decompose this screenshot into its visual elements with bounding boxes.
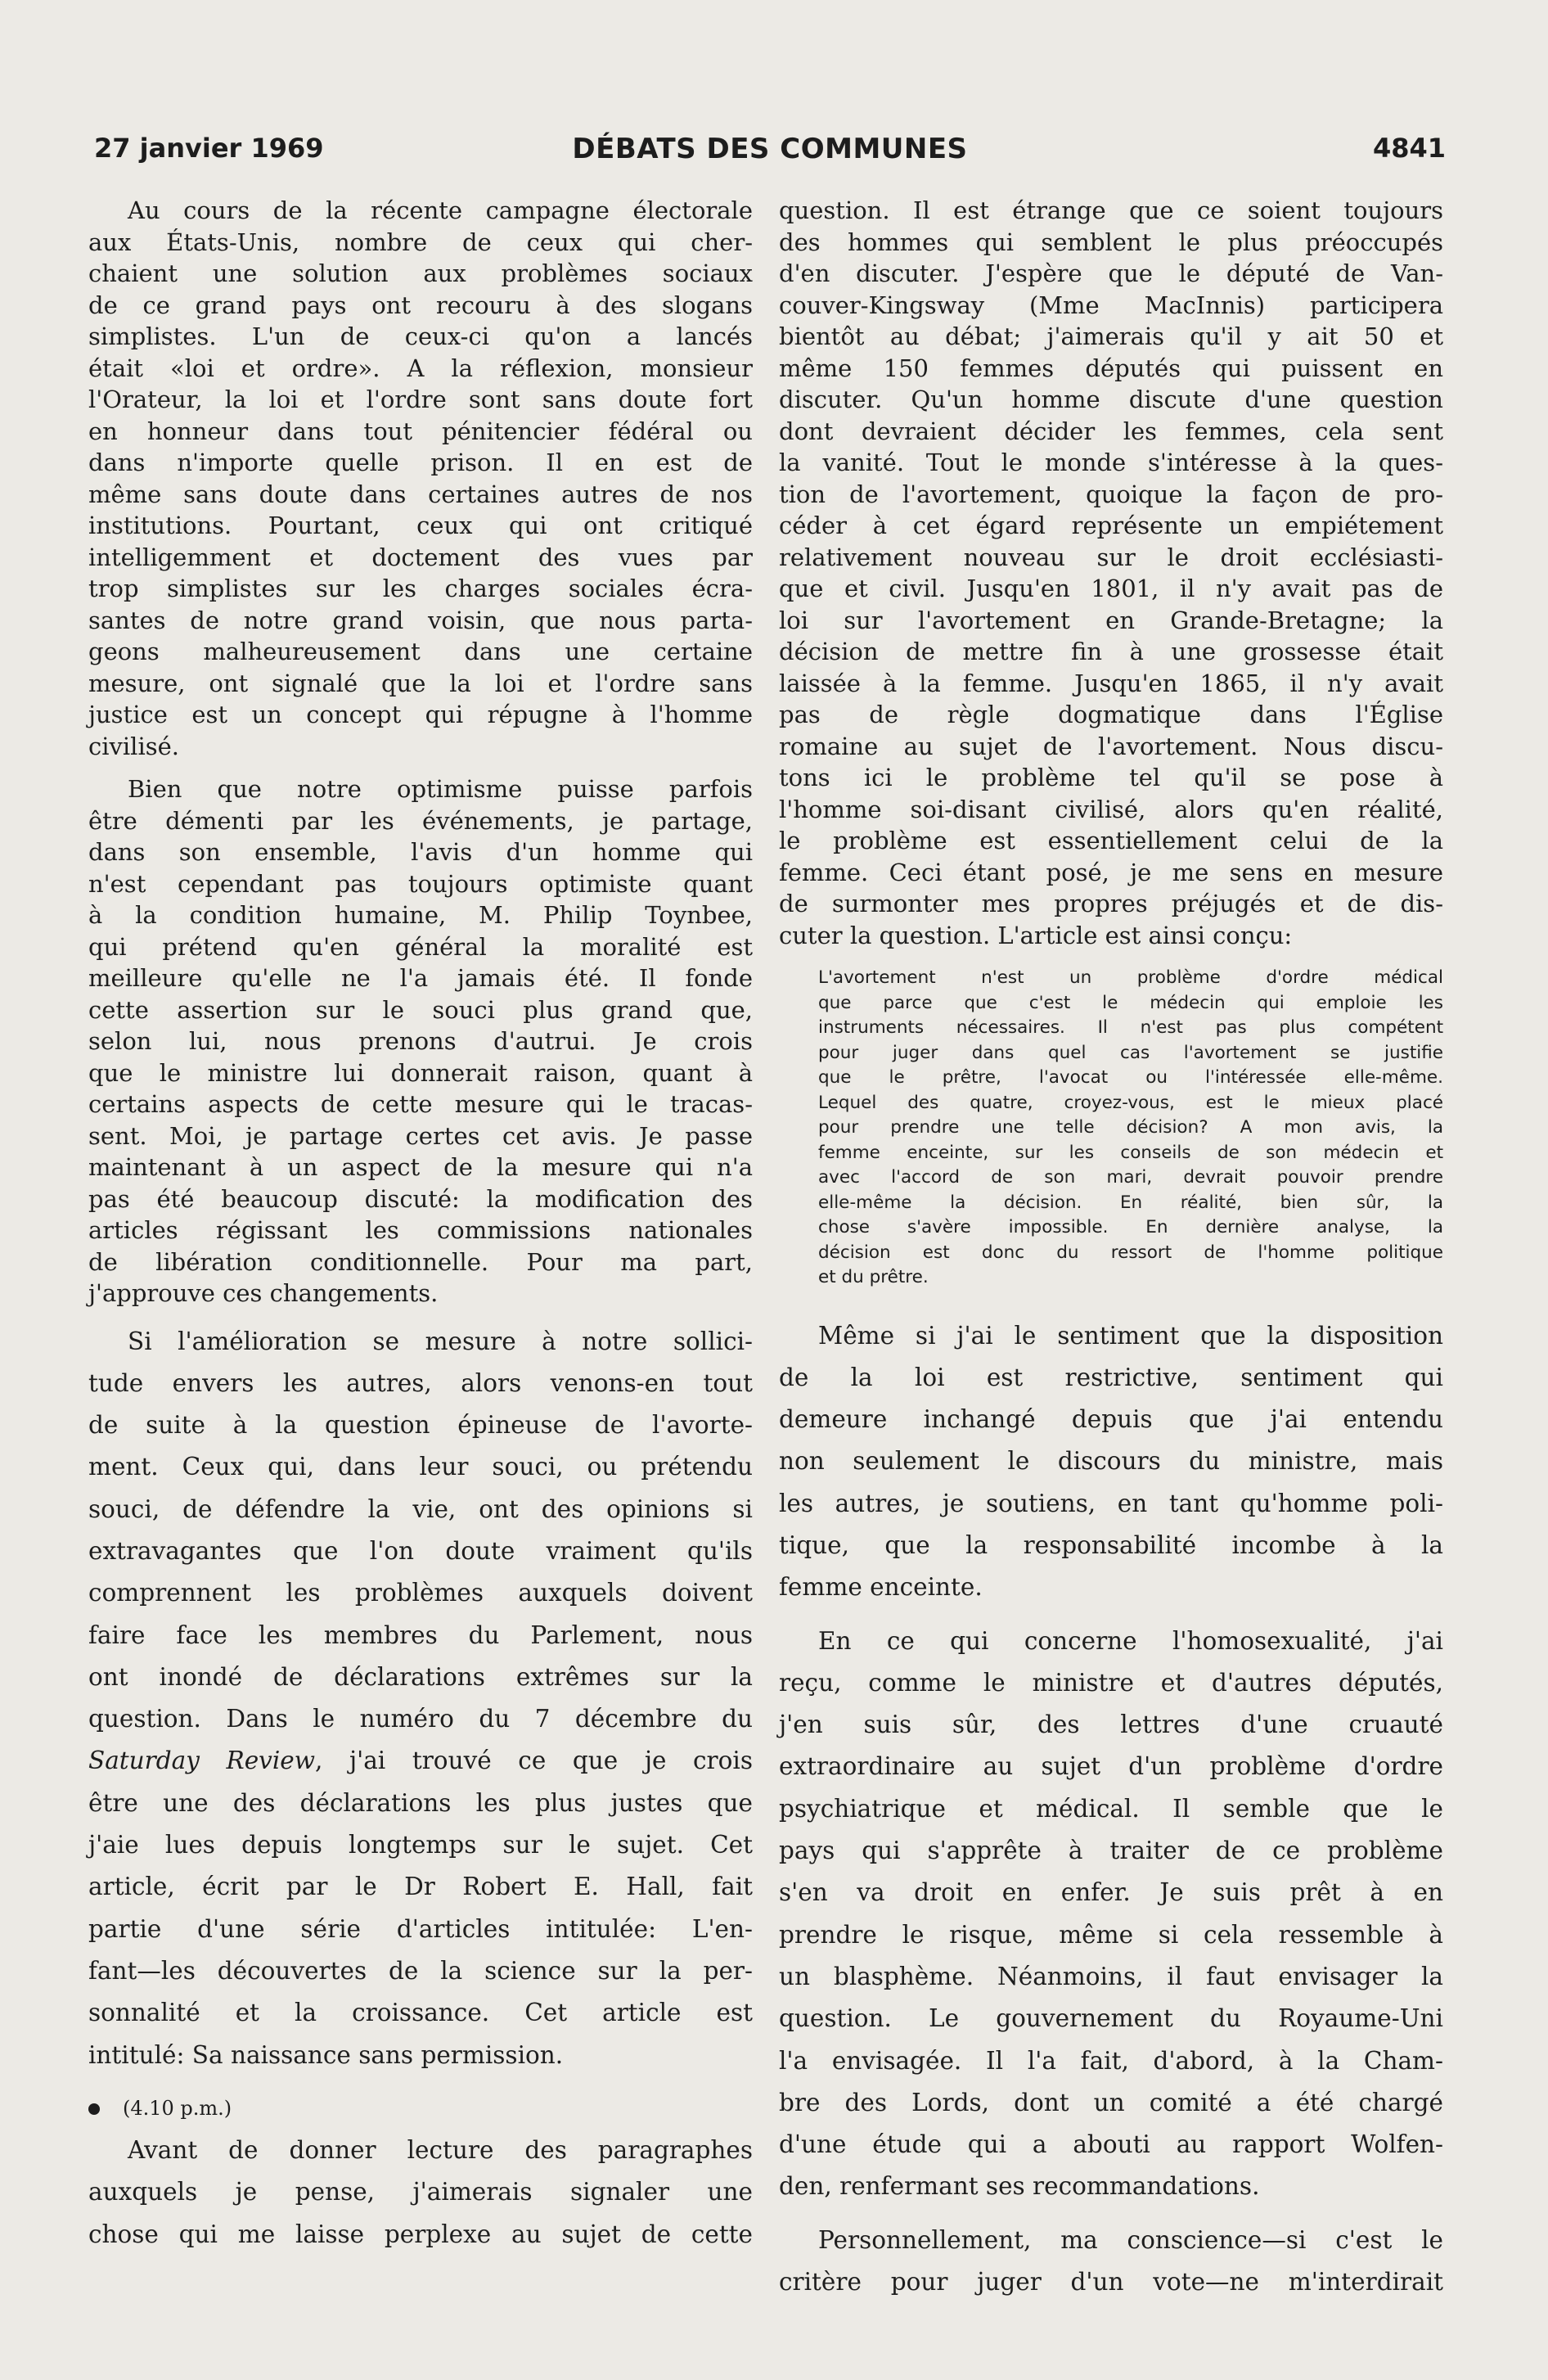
text-line: bre des Lords, dont un comité a été chargé	[779, 2088, 1443, 2116]
text-line: auxquels je pense, j'aimerais signaler une	[88, 2178, 753, 2206]
text-line: était «loi et ordre». A la réflexion, monsieur	[88, 354, 753, 382]
text-line: discuter. Qu'un homme discute d'une question	[779, 385, 1443, 413]
text-line: le problème est essentiellement celui de la	[779, 827, 1443, 854]
text-line: de ce grand pays ont recouru à des slogans	[88, 291, 753, 319]
text-line: reçu, comme le ministre et d'autres députés,	[779, 1668, 1443, 1697]
text-line: non seulement le discours du ministre, mais	[779, 1447, 1443, 1476]
text-line: Même si j'ai le sentiment que la disposition	[818, 1321, 1443, 1350]
text-line: Personnellement, ma conscience—si c'est le	[818, 2225, 1443, 2254]
text-line: justice est un concept qui répugne à l'homme	[88, 701, 753, 728]
text-line: bientôt au débat; j'aimerais qu'il y ait 50 et	[779, 322, 1443, 350]
text-line: chose qui me laisse perplexe au sujet de cette	[88, 2220, 753, 2248]
paragraph	[88, 773, 753, 1321]
text-line: maintenant à un aspect de la mesure qui n'a	[88, 1153, 753, 1181]
text-line: sonnalité et la croissance. Cet article est	[88, 1999, 753, 2027]
text-line: être une des déclarations les plus justes que	[88, 1788, 753, 1817]
text-line: loi sur l'avortement en Grande-Bretagne; la	[779, 606, 1443, 634]
text-line: Au cours de la récente campagne électorale	[128, 196, 753, 224]
text-line: tion de l'avortement, quoique la façon de pro-	[779, 480, 1443, 508]
text-line: romaine au sujet de l'avortement. Nous discu-	[779, 732, 1443, 760]
text-line: Lequel des quatre, croyez-vous, est le mieux placé	[818, 1092, 1443, 1113]
text-line: cuter la question. L'article est ainsi conçu:	[779, 921, 1293, 949]
paragraph	[779, 1315, 1443, 1620]
paragraph-gap	[779, 1609, 1443, 1620]
left-column	[88, 195, 753, 2256]
text-line: simplistes. L'un de ceux-ci qu'on a lancés	[88, 322, 753, 350]
text-line: même sans doute dans certaines autres de nos	[88, 480, 753, 508]
text-line: mesure, ont signalé que la loi et l'ordre sans	[88, 669, 753, 697]
text-line: les autres, je soutiens, en tant qu'homme poli-	[779, 1489, 1443, 1517]
page-header	[94, 133, 1446, 174]
text-line: céder à cet égard représente un empiétement	[779, 512, 1443, 539]
paragraph-gap	[88, 2076, 753, 2088]
text-line: que et civil. Jusqu'en 1801, il n'y avait pas de	[779, 575, 1443, 602]
text-line: ment. Ceux qui, dans leur souci, ou prétendu	[88, 1453, 753, 1481]
text-line: femme enceinte, sur les conseils de son médecin et	[818, 1142, 1443, 1163]
text-line: à la condition humaine, M. Philip Toynbee,	[88, 901, 753, 929]
text-line: aux États-Unis, nombre de ceux qui cher-	[88, 228, 753, 256]
text-line: question. Il est étrange que ce soient toujours	[779, 196, 1443, 224]
text-line: dont devraient décider les femmes, cela sent	[779, 417, 1443, 445]
text-line: un blasphème. Néanmoins, il faut envisager la	[779, 1962, 1443, 1990]
paragraph	[779, 1620, 1443, 2220]
text-line: dans n'importe quelle prison. Il en est de	[88, 449, 753, 476]
text-line: comprennent les problèmes auxquels doivent	[88, 1579, 753, 1607]
text-line: selon lui, nous prenons d'autrui. Je crois	[88, 1027, 753, 1055]
text-line: laissée à la femme. Jusqu'en 1865, il n'y avait	[779, 669, 1443, 697]
text-line: En ce qui concerne l'homosexualité, j'ai	[818, 1626, 1443, 1655]
text-line: partie d'une série d'articles intitulée: L'en-	[88, 1914, 753, 1943]
text-line: d'une étude qui a abouti au rapport Wolfen-	[779, 2130, 1443, 2159]
text-line: de libération conditionnelle. Pour ma part,	[88, 1247, 753, 1276]
block-quote	[779, 966, 1443, 1291]
text-line: demeure inchangé depuis que j'ai entendu	[779, 1405, 1443, 1434]
text-line: n'est cependant pas toujours optimiste quant	[88, 869, 753, 898]
text-line: institutions. Pourtant, ceux qui ont critiqué	[88, 512, 753, 539]
paragraph-gap	[779, 951, 1443, 962]
text-line: des hommes qui semblent le plus préoccupés	[779, 228, 1443, 256]
text-line: en honneur dans tout pénitencier fédéral ou	[88, 417, 753, 445]
text-line: de surmonter mes propres préjugés et de dis-	[779, 890, 1443, 917]
text-line: Si l'amélioration se mesure à notre sollici-	[128, 1327, 753, 1355]
text-line: être démenti par les événements, je partage,	[88, 806, 753, 835]
text-line: de suite à la question épineuse de l'avorte-	[88, 1411, 753, 1440]
text-line: extravagantes que l'on doute vraiment qu'ils	[88, 1536, 753, 1565]
text-line: pays qui s'apprête à traiter de ce problème	[779, 1837, 1443, 1865]
text-line: couver-Kingsway (Mme MacInnis) participera	[779, 291, 1443, 319]
text-line: qui prétend qu'en général la moralité est	[88, 932, 753, 961]
text-line: pas été beaucoup discuté: la modification des	[88, 1184, 753, 1213]
text-line: tons ici le problème tel qu'il se pose à	[779, 764, 1443, 791]
text-line: geons malheureusement dans une certaine	[88, 638, 753, 665]
text-line: civilisé.	[88, 732, 179, 760]
text-line: dans son ensemble, l'avis d'un homme qui	[88, 838, 753, 866]
text-line: même 150 femmes députés qui puissent en	[779, 354, 1443, 382]
paragraph	[88, 195, 753, 773]
paragraph	[88, 2130, 753, 2256]
text-line: j'approuve ces changements.	[88, 1279, 439, 1307]
text-line: la vanité. Tout le monde s'intéresse à la ques-	[779, 449, 1443, 476]
time-marker-text: (4.10 p.m.)	[123, 2096, 232, 2120]
text-line: articles régissant les commissions nationales	[88, 1216, 753, 1244]
text-line: chaient une solution aux problèmes sociaux	[88, 259, 753, 287]
text-line: pour prendre une telle décision? A mon avis, la	[818, 1117, 1443, 1138]
text-line: s'en va droit en enfer. Je suis prêt à en	[779, 1878, 1443, 1907]
text-line: meilleure qu'elle ne l'a jamais été. Il fonde	[88, 964, 753, 992]
text-line: de la loi est restrictive, sentiment qui	[779, 1363, 1443, 1391]
paragraph	[779, 2220, 1443, 2304]
text-line: femme enceinte.	[779, 1573, 983, 1602]
time-marker	[88, 2088, 753, 2130]
text-line: femme. Ceci étant posé, je me sens en mesure	[779, 858, 1443, 886]
text-line: santes de notre grand voisin, que nous parta-	[88, 606, 753, 634]
paragraph	[779, 195, 1443, 962]
text-line: l'a envisagée. Il l'a fait, d'abord, à la Cham-	[779, 2046, 1443, 2075]
paragraph-gap	[88, 762, 753, 773]
header-title: DÉBATS DES COMMUNES	[572, 133, 968, 165]
paragraph-gap	[779, 2208, 1443, 2220]
text-line: souci, de défendre la vie, ont des opinions si	[88, 1494, 753, 1523]
text-line: elle-même la décision. En réalité, bien sûr, la	[818, 1192, 1443, 1213]
right-column	[779, 195, 1443, 2303]
text-line: Saturday Review, j'ai trouvé ce que je crois	[88, 1747, 753, 1775]
page-number: 4841	[1372, 133, 1446, 164]
text-line: Avant de donner lecture des paragraphes	[128, 2136, 753, 2165]
text-line: faire face les membres du Parlement, nous	[88, 1620, 753, 1649]
text-line: l'homme soi-disant civilisé, alors qu'en réalité,	[779, 795, 1443, 823]
text-line: article, écrit par le Dr Robert E. Hall, fait	[88, 1873, 753, 1901]
text-line: j'aie lues depuis longtemps sur le sujet. Cet	[88, 1831, 753, 1859]
text-line: trop simplistes sur les charges sociales écra-	[88, 575, 753, 602]
text-line: pas de règle dogmatique dans l'Église	[779, 701, 1443, 728]
text-line: instruments nécessaires. Il n'est pas plus compétent	[818, 1017, 1443, 1038]
paragraph	[88, 1321, 753, 2088]
text-line: question. Dans le numéro du 7 décembre du	[88, 1705, 753, 1733]
text-line: extraordinaire au sujet d'un problème d'ordre	[779, 1752, 1443, 1781]
text-line: chose s'avère impossible. En dernière analyse, la	[818, 1217, 1443, 1237]
text-line: d'en discuter. J'espère que le député de Van-	[779, 259, 1443, 287]
text-line: den, renfermant ses recommandations.	[779, 2172, 1260, 2201]
text-line: décision est donc du ressort de l'homme politique	[818, 1242, 1443, 1263]
header-date: 27 janvier 1969	[94, 133, 324, 164]
text-line: l'Orateur, la loi et l'ordre sont sans doute fort	[88, 385, 753, 413]
text-line: relativement nouveau sur le droit ecclésiasti-	[779, 543, 1443, 571]
text-line: décision de mettre fin à une grossesse était	[779, 638, 1443, 665]
text-line: et du prêtre.	[818, 1267, 929, 1287]
text-line: que parce que c'est le médecin qui emploie les	[818, 992, 1443, 1013]
text-line: cette assertion sur le souci plus grand que,	[88, 995, 753, 1024]
text-line: intitulé: Sa naissance sans permission.	[88, 2040, 564, 2069]
text-line: certains aspects de cette mesure qui le tracas-	[88, 1090, 753, 1118]
text-line: que le prêtre, l'avocat ou l'intéressée elle-même.	[818, 1067, 1443, 1088]
text-line: pour juger dans quel cas l'avortement se justifie	[818, 1042, 1443, 1063]
text-line: tique, que la responsabilité incombe à la	[779, 1530, 1443, 1559]
text-line: sent. Moi, je partage certes cet avis. Je passe	[88, 1121, 753, 1150]
text-line: ont inondé de déclarations extrêmes sur la	[88, 1662, 753, 1691]
text-line: Bien que notre optimisme puisse parfois	[128, 775, 753, 803]
text-line: intelligemment et doctement des vues par	[88, 543, 753, 571]
text-line: critère pour juger d'un vote—ne m'interdirait	[779, 2268, 1443, 2297]
text-line: psychiatrique et médical. Il semble que le	[779, 1794, 1443, 1823]
text-line: prendre le risque, même si cela ressemble à	[779, 1920, 1443, 1949]
text-line: L'avortement n'est un problème d'ordre médical	[818, 967, 1443, 988]
text-line: avec l'accord de son mari, devrait pouvoir prendre	[818, 1167, 1443, 1188]
bullet-icon	[88, 2103, 100, 2115]
text-line: que le ministre lui donnerait raison, quant à	[88, 1058, 753, 1087]
text-line: question. Le gouvernement du Royaume-Uni	[779, 2004, 1443, 2033]
paragraph-gap	[88, 1309, 753, 1321]
text-line: fant—les découvertes de la science sur la per-	[88, 1956, 753, 1985]
text-line: tude envers les autres, alors venons-en tout	[88, 1368, 753, 1397]
text-line: j'en suis sûr, des lettres d'une cruauté	[779, 1711, 1443, 1739]
